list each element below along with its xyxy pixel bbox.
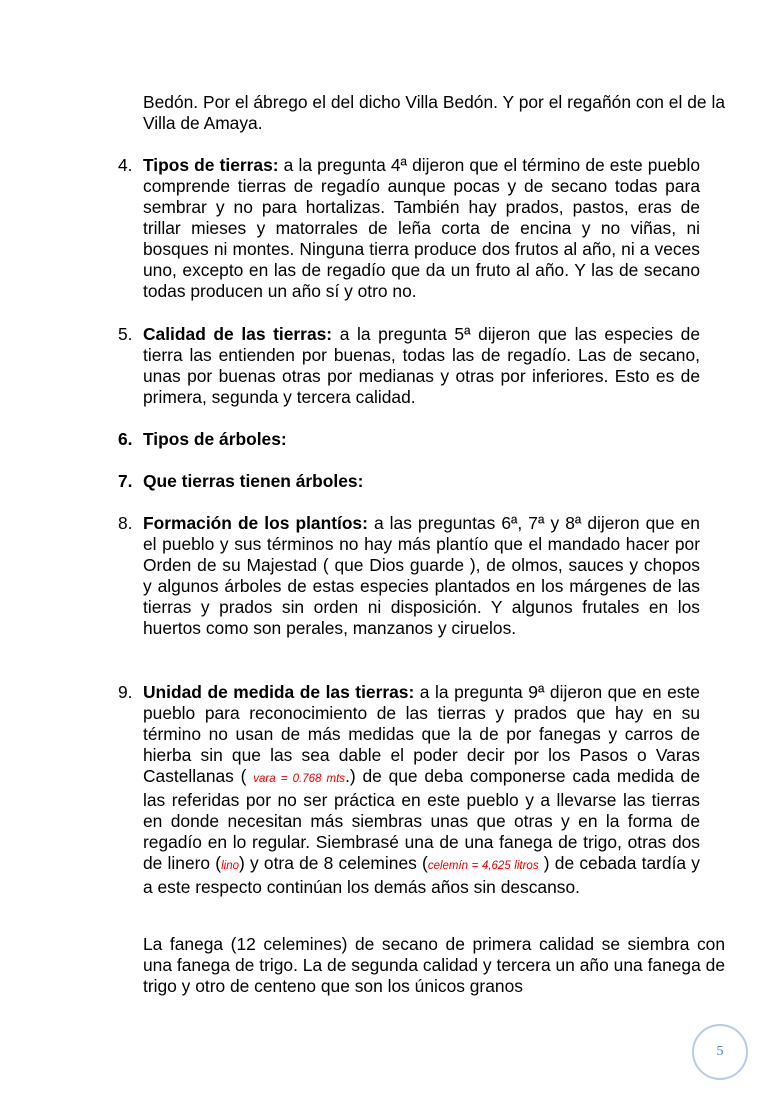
page-number: 5 — [716, 1044, 724, 1059]
closing-paragraph: La fanega (12 celemines) de secano de primera calidad se siembra con una fanega de trigo. La de segunda calidad y tercera un año una fanega de trigo y otro de centeno que son los únicos granos — [143, 934, 725, 996]
vara-note: vara = 0.768 mts — [253, 773, 346, 785]
item-text: ) de cebada tardía y a este respecto continúan los demás años sin descanso. — [143, 853, 700, 897]
item-title: Calidad de las tierras: — [143, 324, 333, 344]
item-text: ) y otra de 8 celemines ( — [239, 853, 428, 873]
lino-note: lino — [221, 860, 239, 872]
item-number: 5. — [118, 324, 133, 344]
item-number: 9. — [118, 682, 133, 702]
item-number: 4. — [118, 155, 133, 175]
list-item-9 — [118, 682, 700, 898]
page-number-badge — [692, 1024, 748, 1080]
item-number: 8. — [118, 513, 133, 533]
item-number: 7. — [118, 471, 133, 491]
list-item-6 — [118, 429, 700, 450]
celemin-note: celemín = 4,625 litros — [427, 860, 539, 872]
item-title: Que tierras tienen árboles: — [143, 471, 364, 491]
item-text: .) de que deba componerse cada medida de las referidas por no ser práctica en este pueblo y a llevarse las tierras en donde necesitan más siembras unas que otras y en la forma de regadío en lo regular. Siembrasé una de una fanega de trigo, otras dos de linero ( — [143, 766, 700, 873]
continued-paragraph: Bedón. Por el ábrego el del dicho Villa Bedón. Y por el regañón con el de la Villa de Amaya. — [143, 92, 725, 133]
item-number: 6. — [118, 429, 133, 449]
item-text: a la pregunta 4ª dijeron que el término de este pueblo comprende tierras de regadío aunque pocas y de secano todas para sembrar y no para hortalizas. También hay prados, pastos, eras de trillar mieses y matorrales de leña corta de encina y no viñas, ni bosques ni montes. Ninguna tierra produce dos frutos al año, ni a veces uno, excepto en las de regadío que da un fruto al año. Y las de secano todas producen un año sí y otro no. — [143, 155, 700, 301]
item-title: Formación de los plantíos: — [143, 513, 368, 533]
list-item-7 — [118, 471, 700, 492]
item-text: a la pregunta 9ª dijeron que en este pueblo para reconocimiento de las tierras y prados que hay en su término no usan de más medidas que la de por fanegas y carros de hierba sin que las sea dable el poder decir por los Pasos o Varas Castellanas ( — [143, 682, 700, 786]
item-text: a las preguntas 6ª, 7ª y 8ª dijeron que en el pueblo y sus términos no hay más plantío que el mandado hacer por Orden de su Majestad ( que Dios guarde ), de olmos, sauces y chopos y algunos árboles de estas especies plantados en los márgenes de las tierras y prados sin orden ni disposición. Y algunos frutales en los huertos como son perales, manzanos y ciruelos. — [143, 513, 700, 638]
item-title: Tipos de tierras: — [143, 155, 279, 175]
item-title: Tipos de árboles: — [143, 429, 287, 449]
list-item-8 — [118, 513, 700, 639]
list-item-5 — [118, 324, 700, 408]
item-title: Unidad de medida de las tierras: — [143, 682, 415, 702]
item-text: a la pregunta 5ª dijeron que las especies de tierra las entienden por buenas, todas las de regadío. Las de secano, unas por buenas otras por medianas y otras por inferiores. Esto es de primera, segunda y tercera calidad. — [143, 324, 701, 407]
list-item-4 — [118, 155, 700, 302]
